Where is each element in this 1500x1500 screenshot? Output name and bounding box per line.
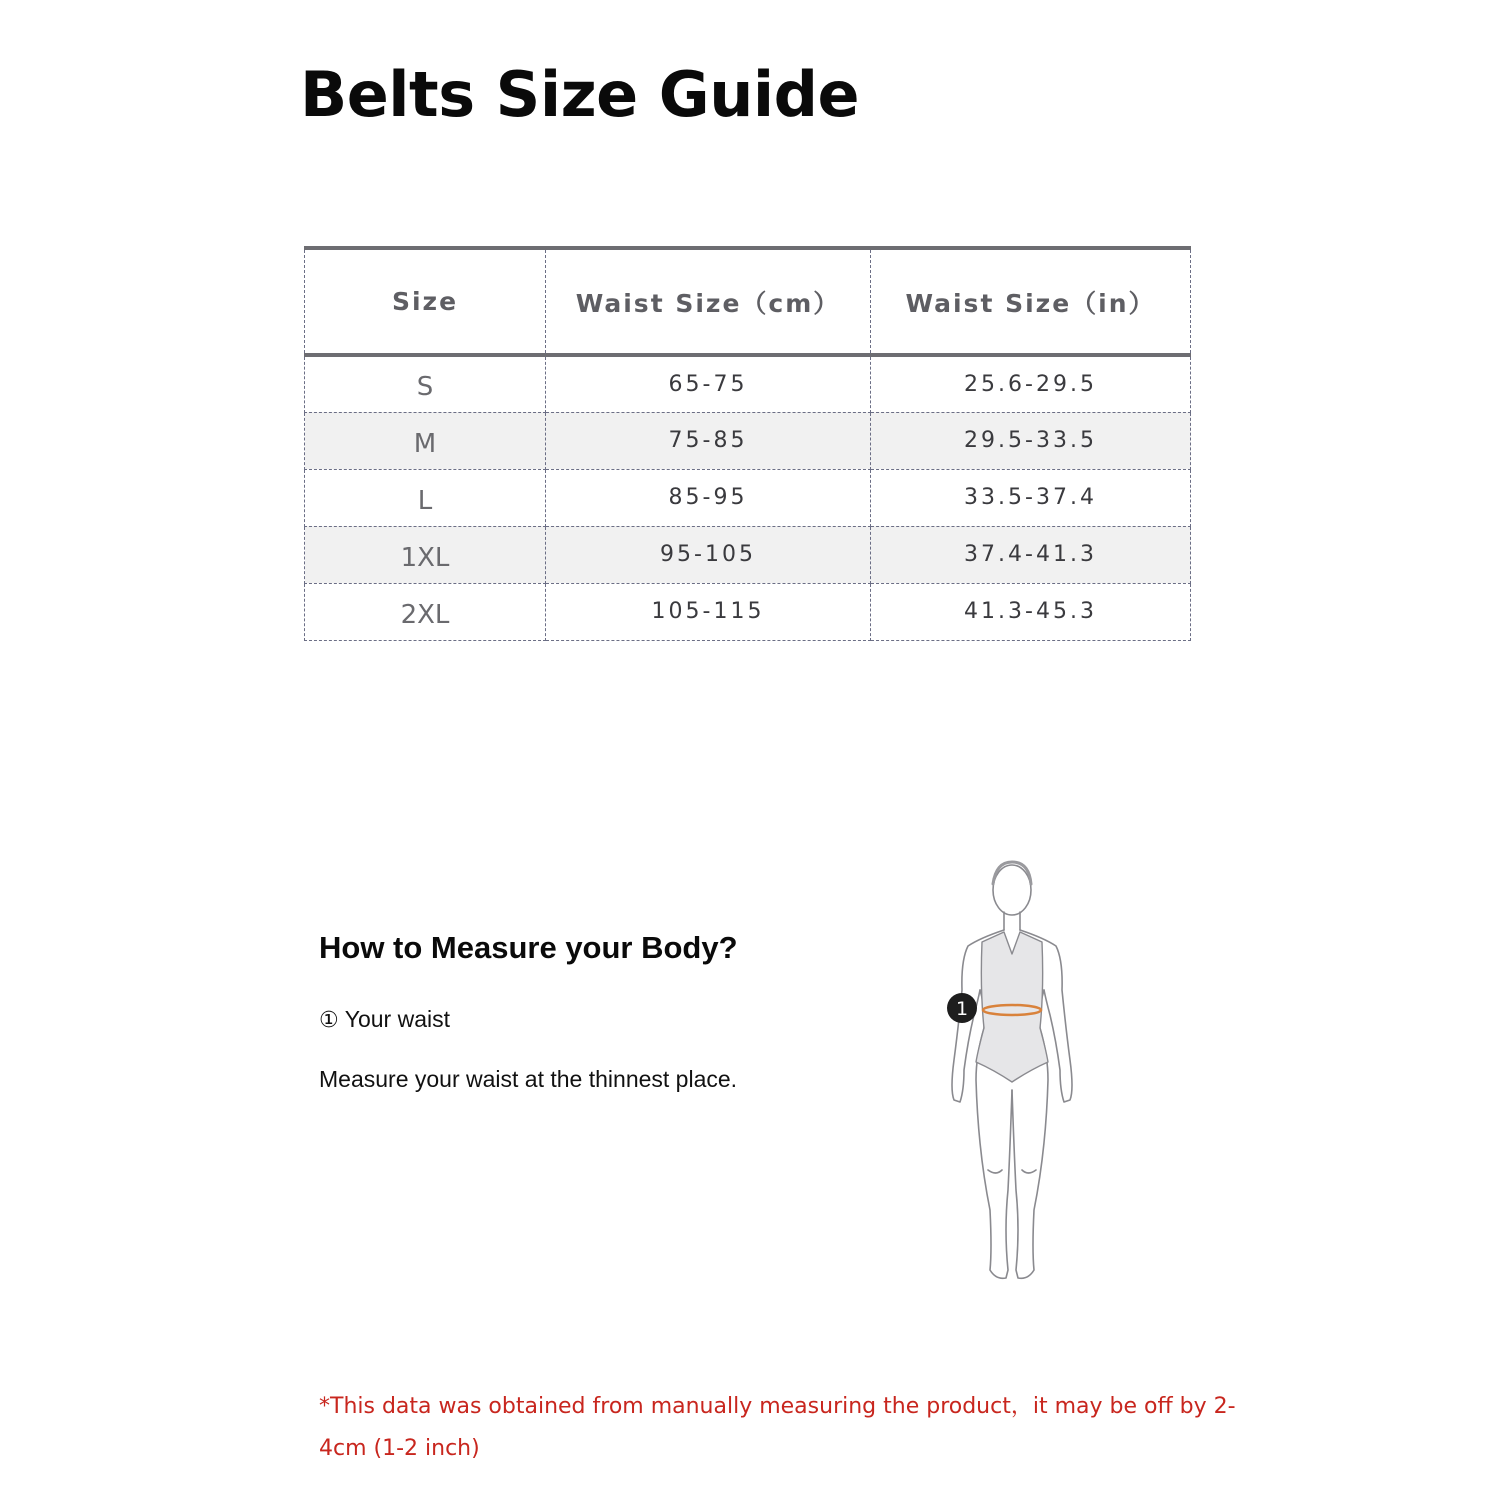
waist-cm-cell: 65-75: [546, 355, 871, 412]
step-number-marker: ①: [319, 1008, 339, 1033]
size-table: [304, 246, 1191, 641]
waist-cm-cell: 105-115: [546, 583, 871, 640]
size-table-container: [304, 246, 1190, 641]
body-figure-illustration: [840, 850, 1180, 1295]
table-row: [305, 526, 1191, 583]
step-label: Your waist: [344, 1006, 450, 1032]
size-cell: L: [305, 469, 546, 526]
table-row: [305, 583, 1191, 640]
table-row: [305, 469, 1191, 526]
waist-cm-cell: 75-85: [546, 412, 871, 469]
waist-marker-number: 1: [955, 998, 969, 1020]
waist-cm-cell: 95-105: [546, 526, 871, 583]
waist-in-cell: 25.6-29.5: [871, 355, 1191, 412]
size-cell: S: [305, 355, 546, 412]
header-size: Size: [305, 248, 546, 355]
table-row: [305, 412, 1191, 469]
size-cell: 1XL: [305, 526, 546, 583]
table-header-row: [305, 248, 1191, 355]
measure-description: Measure your waist at the thinnest place.: [319, 1066, 738, 1092]
waist-cm-cell: 85-95: [546, 469, 871, 526]
waist-in-cell: 41.3-45.3: [871, 583, 1191, 640]
header-waist-in: Waist Size（in）: [871, 248, 1191, 355]
size-cell: 2XL: [305, 583, 546, 640]
size-cell: M: [305, 412, 546, 469]
waist-in-cell: 29.5-33.5: [871, 412, 1191, 469]
waist-in-cell: 37.4-41.3: [871, 526, 1191, 583]
measure-step-waist: [319, 1006, 450, 1033]
table-row: [305, 355, 1191, 412]
measure-heading: How to Measure your Body?: [319, 930, 738, 965]
waist-in-cell: 33.5-37.4: [871, 469, 1191, 526]
measurement-disclaimer: *This data was obtained from manually measuring the product，it may be off by 2-4cm (1-2 inch): [319, 1394, 1236, 1461]
page-title: Belts Size Guide: [300, 58, 860, 131]
header-waist-cm: Waist Size（cm）: [546, 248, 871, 355]
